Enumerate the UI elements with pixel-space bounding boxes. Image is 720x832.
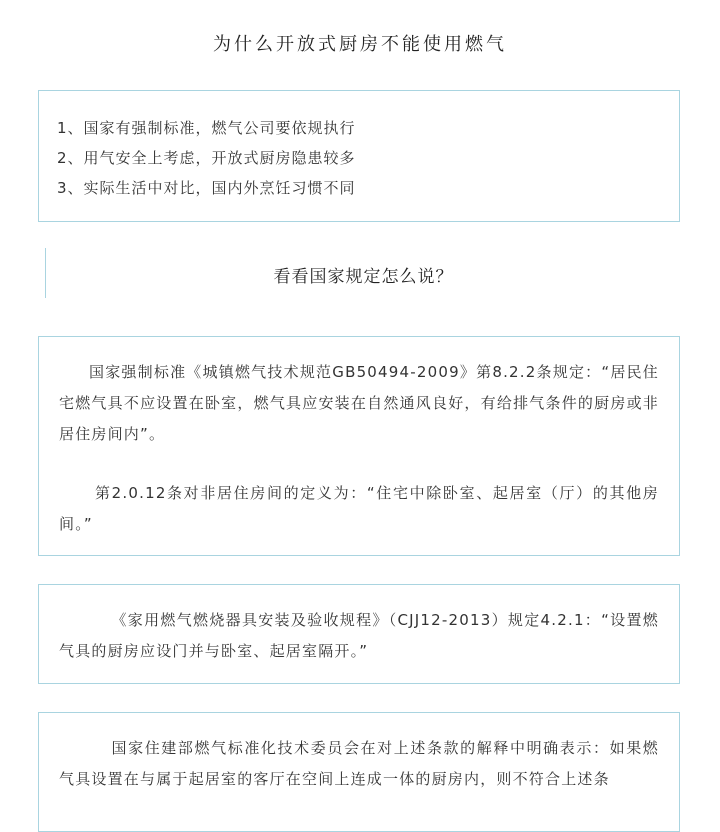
quote-box-gb50494 [38,336,680,556]
quote-box-cjj12 [38,584,680,684]
summary-item: 3、实际生活中对比，国内外烹饪习惯不同 [57,179,356,197]
summary-item: 1、国家有强制标准，燃气公司要依规执行 [57,119,356,137]
quote-box-interpretation [38,712,680,832]
summary-item: 2、用气安全上考虑，开放式厨房隐患较多 [57,149,356,167]
section-heading: 看看国家规定怎么说？ [273,267,454,287]
article-title: 为什么开放式厨房不能使用燃气 [213,34,507,55]
quote-paragraph: 第2.0.12条对非居住房间的定义为：“住宅中除卧室、起居室（厅）的其他房间。” [59,484,659,533]
quote-paragraph: 国家住建部燃气标准化技术委员会在对上述条款的解释中明确表示：如果燃气具设置在与属于起居室的客厅在空间上连成一体的厨房内，则不符合上述条 [59,739,659,788]
quote-paragraph: 《家用燃气燃烧器具安装及验收规程》（CJJ12-2013）规定4.2.1：“设置燃气具的厨房应设门并与卧室、起居室隔开。” [59,611,659,660]
quote-paragraph: 国家强制标准《城镇燃气技术规范GB50494-2009》第8.2.2条规定：“居民住宅燃气具不应设置在卧室，燃气具应安装在自然通风良好，有给排气条件的厨房或非居住房间内”。 [59,363,659,443]
section-header [45,248,681,298]
summary-box [38,90,680,222]
